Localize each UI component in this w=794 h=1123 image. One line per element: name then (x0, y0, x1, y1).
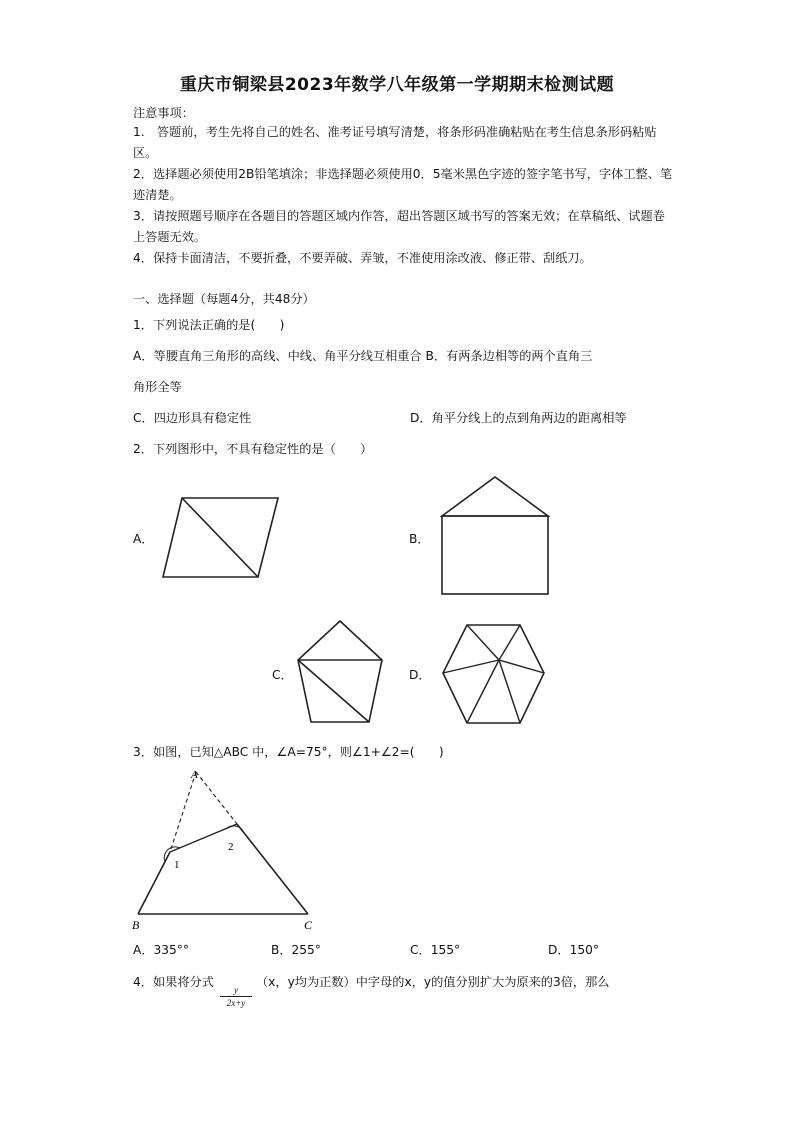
q2-figure-pentagon (294, 618, 386, 726)
page-title: 重庆市铜梁县2023年数学八年级第一学期期末检测试题 (179, 75, 615, 95)
q3-option-b: B．255° (271, 943, 321, 957)
q3-option-c: C．155° (410, 943, 461, 957)
q2-label-b: B． (409, 532, 430, 546)
notice-item-1: 1. 答题前，考生先将自己的姓名、准考证号填写清楚，将条形码准确粘贴在考生信息条形码粘贴区。 (133, 125, 657, 160)
q3-vertex-a-label: A (191, 769, 198, 781)
q1-option-a-line2: 角形全等 (133, 380, 182, 394)
q1-option-a-line1: A．等腰直角三角形的高线、中线、角平分线互相重合 B．有两条边相等的两个直角三 (133, 349, 593, 363)
q2-stem: 2．下列图形中，不具有稳定性的是（ ） (133, 442, 373, 456)
q2-label-a: A． (133, 532, 154, 546)
q2-figure-parallelogram (160, 495, 284, 581)
q2-figure-house (438, 474, 552, 598)
q4-fraction-denominator: 2x+y (226, 998, 246, 1008)
q3-figure-triangle (128, 766, 328, 936)
q3-stem: 3．如图，已知△ABC 中，∠A=75°，则∠1+∠2=( ) (133, 745, 444, 759)
notice-heading: 注意事项： (133, 106, 194, 120)
q4-fraction (220, 984, 252, 1010)
notice-item-3: 3．请按照题号顺序在各题目的答题区域内作答，超出答题区域书写的答案无效；在草稿纸、试题卷上答题无效。 (133, 209, 665, 244)
q4-stem-before: 4．如果将分式 (133, 975, 214, 989)
notice-item-4: 4．保持卡面清洁，不要折叠，不要弄破、弄皱，不准使用涂改液、修正带、刮纸刀。 (133, 251, 592, 265)
q2-label-d: D． (409, 668, 431, 682)
q1-option-c: C．四边形具有稳定性 (133, 411, 252, 425)
q1-stem: 1．下列说法正确的是( ) (133, 318, 285, 332)
section-heading: 一、选择题（每题4分，共48分） (133, 292, 315, 306)
q3-option-a: A．335°° (133, 943, 189, 957)
q3-angle-2-label: 2 (228, 841, 234, 853)
q2-figure-hexagon (440, 622, 548, 726)
q3-angle-1-label: 1 (174, 859, 180, 871)
q2-label-c: C． (272, 668, 293, 682)
q3-vertex-c-label: C (304, 918, 313, 932)
q3-vertex-b-label: B (132, 918, 140, 932)
notice-list (133, 122, 673, 269)
q3-option-d: D．150° (548, 943, 599, 957)
notice-item-2: 2．选择题必须使用2B铅笔填涂；非选择题必须使用0．5毫米黑色字迹的签字笔书写，字体工整、笔迹清楚。 (133, 167, 673, 202)
q4-stem-after: （x，y均为正数）中字母的x，y的值分别扩大为原来的3倍，那么 (256, 975, 610, 989)
q1-option-d: D．角平分线上的点到角两边的距离相等 (410, 411, 627, 425)
q4-fraction-numerator: y (220, 984, 252, 997)
